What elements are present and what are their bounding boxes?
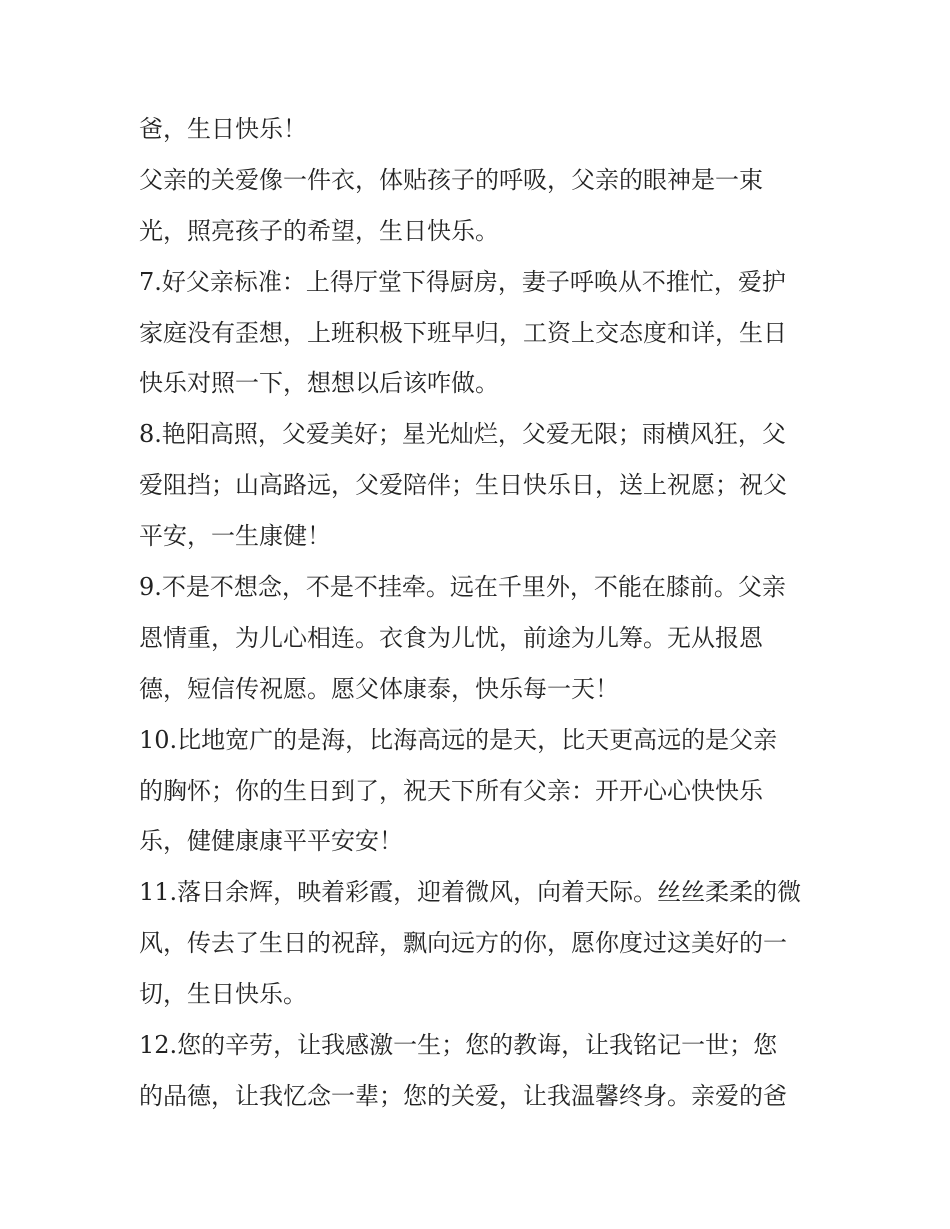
text-line: 8.艳阳高照，父爱美好；星光灿烂，父爱无限；雨横风狂，父	[139, 420, 786, 449]
text-line: 德，短信传祝愿。愿父体康泰，快乐每一天！	[139, 674, 619, 703]
text-line: 的品德，让我忆念一辈；您的关爱，让我温馨终身。亲爱的爸	[139, 1081, 787, 1110]
text-line: 12.您的辛劳，让我感激一生；您的教诲，让我铭记一世；您	[139, 1031, 778, 1060]
text-line: 切，生日快乐。	[139, 980, 307, 1009]
paragraph-father-love	[139, 155, 829, 257]
text-line: 平安，一生康健！	[139, 522, 331, 551]
text-line: 9.不是不想念，不是不挂牵。远在千里外，不能在膝前。父亲	[139, 573, 786, 602]
text-line: 爱阻挡；山高路远，父爱陪伴；生日快乐日，送上祝愿；祝父	[139, 471, 787, 500]
paragraph-greeting	[139, 104, 829, 155]
text-line: 恩情重，为儿心相连。衣食为儿忧，前途为儿筹。无从报恩	[139, 623, 763, 652]
paragraph-item-7	[139, 257, 829, 410]
paragraph-item-8	[139, 409, 829, 562]
paragraph-item-12	[139, 1020, 829, 1122]
text-line: 爸，生日快乐！	[139, 115, 307, 143]
text-line: 家庭没有歪想，上班积极下班早归，工资上交态度和详，生日	[139, 318, 787, 347]
paragraph-item-10	[139, 715, 829, 868]
text-line: 光，照亮孩子的希望，生日快乐。	[139, 216, 499, 245]
text-line: 的胸怀；你的生日到了，祝天下所有父亲：开开心心快快乐	[139, 776, 763, 805]
text-line: 乐，健健康康平平安安！	[139, 827, 403, 856]
paragraph-item-9	[139, 562, 829, 715]
text-line: 7.好父亲标准：上得厅堂下得厨房，妻子呼唤从不推忙，爱护	[139, 267, 786, 296]
text-line: 10.比地宽广的是海，比海高远的是天，比天更高远的是父亲	[139, 725, 778, 754]
paragraph-item-11	[139, 867, 829, 1020]
text-line: 快乐对照一下，想想以后该咋做。	[139, 369, 499, 398]
text-line: 风，传去了生日的祝辞，飘向远方的你，愿你度过这美好的一	[139, 929, 787, 958]
document-body	[139, 104, 829, 1122]
text-line: 11.落日余辉，映着彩霞，迎着微风，向着天际。丝丝柔柔的微	[139, 878, 802, 907]
text-line: 父亲的关爱像一件衣，体贴孩子的呼吸，父亲的眼神是一束	[139, 165, 763, 194]
